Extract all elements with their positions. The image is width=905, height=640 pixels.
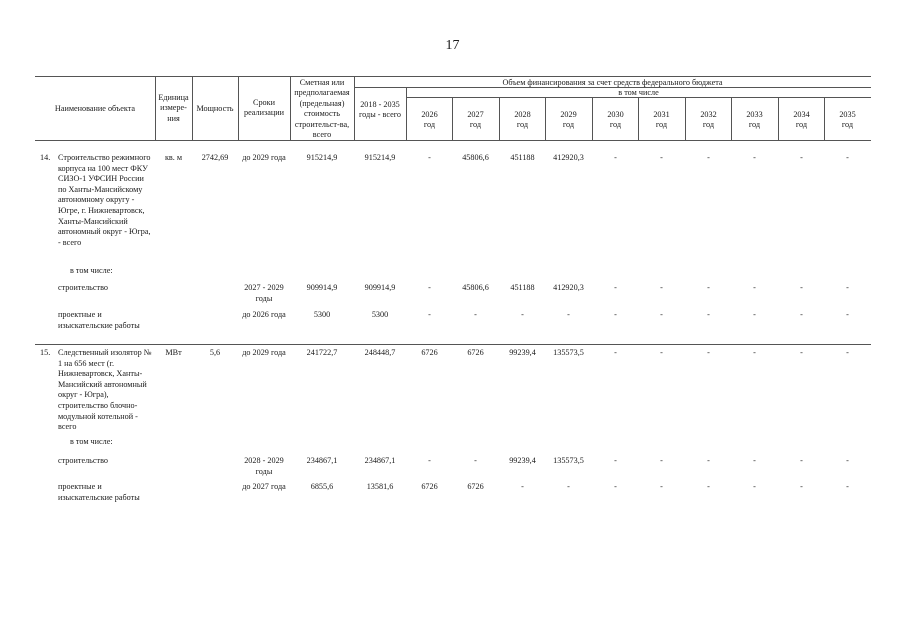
object-name: строительство [58, 456, 109, 465]
year-value: - [753, 482, 756, 491]
total-value: 13581,6 [366, 482, 394, 491]
header-year-unit: год [748, 120, 761, 130]
year-value: - [660, 283, 663, 292]
header-year-2033 [731, 110, 778, 131]
unit-value: МВт [165, 348, 182, 357]
year-value: - [753, 456, 756, 465]
year-value: 135573,5 [553, 348, 584, 357]
header-year-unit: год [702, 120, 715, 130]
year-value: - [614, 482, 617, 491]
year-value: 412920,3 [553, 283, 584, 292]
header-total: 2018 - 2035 годы - всего [359, 100, 401, 120]
year-value: 45806,6 [462, 153, 489, 162]
subtotal-label: в том числе: [70, 266, 113, 275]
year-value: - [846, 310, 849, 319]
header-year-2030 [592, 110, 639, 131]
year-value: - [521, 310, 524, 319]
year-value: 6726 [467, 348, 484, 357]
year-value: - [846, 153, 849, 162]
year-value: - [753, 153, 756, 162]
subtotal-label: в том числе: [70, 437, 113, 446]
year-value: 6726 [421, 482, 438, 491]
total-value: 248448,7 [364, 348, 396, 357]
header-year-2032 [685, 110, 732, 131]
capacity-value: 2742,69 [201, 153, 229, 162]
year-value: - [521, 482, 524, 491]
header-year-2031 [638, 110, 685, 131]
header-year-number: 2031 [653, 110, 670, 119]
header-estimate: Сметная или предполагаемая (предельная) стоимость строительст-ва, всего [294, 78, 350, 140]
year-value: 451188 [510, 283, 535, 292]
page-number: 17 [445, 38, 460, 53]
header-year-2029 [545, 110, 592, 131]
header-year-unit: год [795, 120, 808, 130]
header-year-unit: год [423, 120, 436, 130]
header-year-2035 [824, 110, 871, 131]
header-year-number: 2028 [514, 110, 531, 119]
object-name: Строительство режимного корпуса на 100 мест ФКУ СИЗО-1 УФСИН России по Ханты-Мансийскому автономному округу - Югре, г. Нижневартовск, Ханты-Мансийский автономный округ - Югра, - всего [58, 153, 151, 247]
header-year-number: 2026 [421, 110, 438, 119]
terms-value: 2028 - 2029 годы [244, 456, 284, 476]
header-terms: Сроки реализации [243, 98, 284, 118]
year-value: - [614, 153, 617, 162]
year-value: - [567, 310, 570, 319]
year-value: 99239,4 [509, 456, 536, 465]
estimate-value: 5300 [313, 310, 331, 319]
estimate-value: 234867,1 [306, 456, 338, 465]
estimate-value: 915214,9 [306, 153, 338, 162]
header-year-unit: год [562, 120, 575, 130]
header-name: Наименование объекта [54, 104, 136, 113]
year-value: - [614, 348, 617, 357]
header-capacity: Мощность [196, 104, 234, 113]
header-top-line [35, 76, 871, 77]
year-value: - [846, 456, 849, 465]
year-value: 412920,3 [553, 153, 584, 162]
year-value: - [707, 310, 710, 319]
object-name: Следственный изолятор № 1 на 656 мест (г. Нижневартовск, Ханты-Мансийский автономный округ - Югра), строительство блочно-модульной котельной - всего [58, 348, 152, 432]
header-year-2034 [778, 110, 825, 131]
year-value: - [567, 482, 570, 491]
header-year-unit: год [841, 120, 854, 130]
total-value: 915214,9 [364, 153, 396, 162]
year-value: - [660, 456, 663, 465]
terms-value: до 2027 года [242, 482, 286, 491]
year-value: - [660, 348, 663, 357]
header-year-unit: год [516, 120, 529, 130]
header-unit: Единица измере-ния [158, 93, 189, 123]
year-value: 451188 [510, 153, 535, 162]
year-value: - [753, 310, 756, 319]
year-value: - [753, 283, 756, 292]
estimate-value: 241722,7 [306, 348, 338, 357]
header-year-2026 [406, 110, 453, 131]
year-value: - [800, 153, 803, 162]
header-funding-title: Объем финансирования за счет средств федерального бюджета [502, 78, 723, 87]
object-name: проектные и изыскательские работы [58, 310, 140, 330]
year-value: - [707, 482, 710, 491]
year-value: - [707, 348, 710, 357]
terms-value: до 2029 года [242, 153, 286, 162]
year-value: 6726 [467, 482, 484, 491]
year-value: 6726 [421, 348, 438, 357]
year-value: - [800, 482, 803, 491]
estimate-value: 909914,9 [306, 283, 338, 292]
year-value: - [614, 283, 617, 292]
year-value: - [707, 456, 710, 465]
year-value: - [660, 153, 663, 162]
year-value: - [428, 310, 431, 319]
total-value: 5300 [371, 310, 389, 319]
year-value: - [800, 283, 803, 292]
terms-value: 2027 - 2029 годы [244, 283, 284, 303]
header-year-unit: год [655, 120, 668, 130]
object-name: проектные и изыскательские работы [58, 482, 140, 502]
year-value: - [614, 310, 617, 319]
year-value: - [707, 153, 710, 162]
year-value: - [800, 348, 803, 357]
year-value: - [474, 310, 477, 319]
header-year-unit: год [609, 120, 622, 130]
object-name: строительство [58, 283, 109, 292]
year-value: 45806,6 [462, 283, 489, 292]
total-value: 909914,9 [364, 283, 396, 292]
header-year-number: 2030 [607, 110, 624, 119]
header-year-number: 2027 [467, 110, 484, 119]
year-value: - [428, 283, 431, 292]
header-year-unit: год [469, 120, 482, 130]
capacity-value: 5,6 [209, 348, 221, 357]
header-bottom-line [35, 140, 871, 141]
year-value: - [660, 482, 663, 491]
header-year-number: 2032 [700, 110, 717, 119]
year-value: - [753, 348, 756, 357]
header-year-number: 2029 [560, 110, 577, 119]
unit-value: кв. м [164, 153, 183, 162]
year-value: - [846, 283, 849, 292]
year-value: - [707, 283, 710, 292]
header-year-number: 2035 [839, 110, 856, 119]
year-value: - [800, 310, 803, 319]
total-value: 234867,1 [364, 456, 396, 465]
row-number: 14. [40, 153, 51, 162]
header-year-2027 [452, 110, 499, 131]
year-value: - [800, 456, 803, 465]
year-value: - [428, 153, 431, 162]
row-separator-line [35, 344, 871, 345]
year-value: - [474, 456, 477, 465]
header-year-number: 2034 [793, 110, 810, 119]
year-value: - [660, 310, 663, 319]
year-value: - [614, 456, 617, 465]
year-value: - [846, 482, 849, 491]
year-value: 99239,4 [509, 348, 536, 357]
row-number: 15. [40, 348, 51, 357]
header-including: в том числе [618, 88, 659, 97]
year-value: - [846, 348, 849, 357]
year-value: 135573,5 [553, 456, 584, 465]
header-year-number: 2033 [746, 110, 763, 119]
terms-value: до 2029 года [242, 348, 286, 357]
header-year-2028 [499, 110, 546, 131]
year-value: - [428, 456, 431, 465]
estimate-value: 6855,6 [310, 482, 334, 491]
terms-value: до 2026 года [242, 310, 286, 319]
